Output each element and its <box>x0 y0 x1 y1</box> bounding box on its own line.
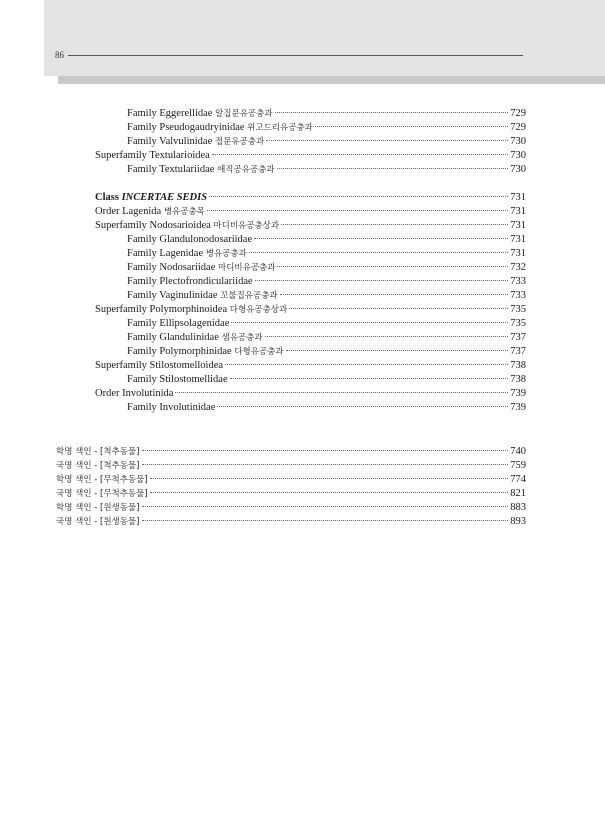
toc-entry[interactable] <box>127 275 526 289</box>
entry-page: 735 <box>510 304 526 315</box>
entry-korean: 접문유공충과 <box>214 137 265 147</box>
entry-title: Family Vaginulinidae <box>127 290 218 301</box>
dot-leader <box>289 308 508 309</box>
dot-leader <box>275 112 509 113</box>
toc-entry[interactable] <box>95 149 526 163</box>
toc-entry[interactable] <box>127 373 526 387</box>
toc-entry[interactable] <box>127 107 526 121</box>
index-entry[interactable] <box>56 501 526 515</box>
entry-title: Family Ellipsolagenidae <box>127 318 230 329</box>
entry-page: 739 <box>510 388 526 399</box>
dot-leader <box>286 350 509 351</box>
dot-leader <box>280 294 509 295</box>
entry-title-italic: INCERTAE SEDIS <box>121 192 208 203</box>
dot-leader <box>150 478 509 479</box>
entry-korean: 알집문유공충과 <box>215 109 273 119</box>
entry-title: Family Nodosariidae <box>127 262 216 273</box>
dot-leader <box>281 224 508 225</box>
entry-title: Family Valvulinidae <box>127 136 213 147</box>
toc-entry-class[interactable] <box>95 191 526 205</box>
entry-title: Superfamily Textularioidea <box>95 150 210 161</box>
dot-leader <box>212 154 508 155</box>
entry-title: Order Lagenida <box>95 206 162 217</box>
index-page: 774 <box>510 474 526 485</box>
entry-page: 737 <box>510 332 526 343</box>
dot-leader <box>265 336 509 337</box>
entry-korean: 다형유공충상과 <box>229 305 288 315</box>
index-page: 883 <box>510 502 526 513</box>
toc-entry[interactable] <box>127 121 526 135</box>
entry-title: Family Glandulonodosariidae <box>127 234 253 245</box>
dot-leader <box>249 252 508 253</box>
entry-title: Family Pseudogaudryinidae <box>127 122 245 133</box>
dot-leader <box>217 406 508 407</box>
entry-page: 729 <box>510 122 526 133</box>
entry-korean: 병유공충과 <box>205 249 247 259</box>
entry-page: 730 <box>510 150 526 161</box>
dot-leader <box>207 210 508 211</box>
entry-title: Superfamily Polymorphinoidea <box>95 304 228 315</box>
entry-korean: 마디비유공충상과 <box>213 221 280 231</box>
index-entry[interactable] <box>56 473 526 487</box>
dot-leader <box>209 196 508 197</box>
entry-title: Order Involutinida <box>95 388 174 399</box>
header-rule <box>68 55 523 56</box>
dot-leader <box>142 450 509 451</box>
dot-leader <box>175 392 508 393</box>
toc-entry[interactable] <box>95 359 526 373</box>
entry-title: Family Lagenidae <box>127 248 204 259</box>
entry-title: Family Polymorphinidae <box>127 346 232 357</box>
entry-title: Family Eggerellidae <box>127 108 213 119</box>
header-band <box>44 0 605 76</box>
dot-leader <box>142 520 509 521</box>
entry-page: 738 <box>510 360 526 371</box>
toc-entry[interactable] <box>95 303 526 317</box>
dot-leader <box>277 168 509 169</box>
entry-page: 730 <box>510 164 526 175</box>
entry-page: 733 <box>510 276 526 287</box>
dot-leader <box>315 126 508 127</box>
entry-korean: 다형유공충과 <box>234 347 284 357</box>
entry-title: Family Involutinidae <box>127 402 216 413</box>
toc-entry[interactable] <box>127 135 526 149</box>
entry-title: Family Glandulinidae <box>127 332 219 343</box>
dot-leader <box>277 266 508 267</box>
dot-leader <box>142 506 509 507</box>
index-page: 740 <box>510 446 526 457</box>
dot-leader <box>225 364 508 365</box>
entry-page: 731 <box>510 234 526 245</box>
dot-leader <box>230 378 509 379</box>
toc-entry[interactable] <box>127 401 526 415</box>
toc-entry[interactable] <box>95 387 526 401</box>
entry-page: 730 <box>510 136 526 147</box>
toc-entry[interactable] <box>127 163 526 177</box>
entry-title: Class <box>95 192 122 203</box>
entry-korean: 샘유공충과 <box>221 333 263 343</box>
toc-entry[interactable] <box>127 317 526 331</box>
entry-title: Superfamily Nodosarioidea <box>95 220 211 231</box>
entry-page: 731 <box>510 220 526 231</box>
index-entry[interactable] <box>56 459 526 473</box>
dot-leader <box>142 464 509 465</box>
index-title: 국명 색인 - [원생동물] <box>56 517 140 527</box>
entry-page: 732 <box>510 262 526 273</box>
entry-korean: 마디비유공충과 <box>217 263 276 273</box>
toc-entry[interactable] <box>127 331 526 345</box>
index-title: 국명 색인 - [무척추동물] <box>56 489 148 499</box>
index-page: 759 <box>510 460 526 471</box>
entry-korean: 위고드리유공충과 <box>247 123 313 133</box>
toc-entry[interactable] <box>127 289 526 303</box>
toc-entry[interactable] <box>127 233 526 247</box>
entry-page: 731 <box>510 248 526 259</box>
index-title: 학명 색인 - [무척추동물] <box>56 475 148 485</box>
dot-leader <box>266 140 508 141</box>
entry-korean: 애직공유공충과 <box>217 165 275 175</box>
dot-leader <box>254 238 508 239</box>
entry-page: 729 <box>510 108 526 119</box>
entry-page: 731 <box>510 206 526 217</box>
entry-title: Family Textulariidae <box>127 164 215 175</box>
index-entry[interactable] <box>56 487 526 501</box>
index-page: 821 <box>510 488 526 499</box>
entry-title: Family Plectofrondiculariidae <box>127 276 253 287</box>
toc-entry[interactable] <box>127 247 526 261</box>
dot-leader <box>231 322 508 323</box>
toc-entry[interactable] <box>95 219 526 233</box>
entry-page: 733 <box>510 290 526 301</box>
entry-title: Superfamily Stilostomelloidea <box>95 360 224 371</box>
index-title: 국명 색인 - [척추동물] <box>56 461 140 471</box>
entry-page: 738 <box>510 374 526 385</box>
index-title: 학명 색인 - [원생동물] <box>56 503 140 513</box>
entry-korean: 병유공충목 <box>163 207 205 217</box>
dot-leader <box>150 492 509 493</box>
entry-korean: 꼬불집유공충과 <box>220 291 278 301</box>
entry-page: 735 <box>510 318 526 329</box>
dot-leader <box>255 280 509 281</box>
index-title: 학명 색인 - [척추동물] <box>56 447 140 457</box>
index-page: 893 <box>510 516 526 527</box>
entry-title: Family Stilostomellidae <box>127 374 228 385</box>
toc-entry[interactable] <box>95 205 526 219</box>
page-number: 86 <box>55 50 64 60</box>
entry-page: 731 <box>510 192 526 203</box>
header-band-shadow <box>58 76 605 84</box>
entry-page: 739 <box>510 402 526 413</box>
index-entry[interactable] <box>56 515 526 529</box>
index-entry[interactable] <box>56 445 526 459</box>
toc-entry[interactable] <box>127 345 526 359</box>
toc-entry[interactable] <box>127 261 526 275</box>
entry-page: 737 <box>510 346 526 357</box>
